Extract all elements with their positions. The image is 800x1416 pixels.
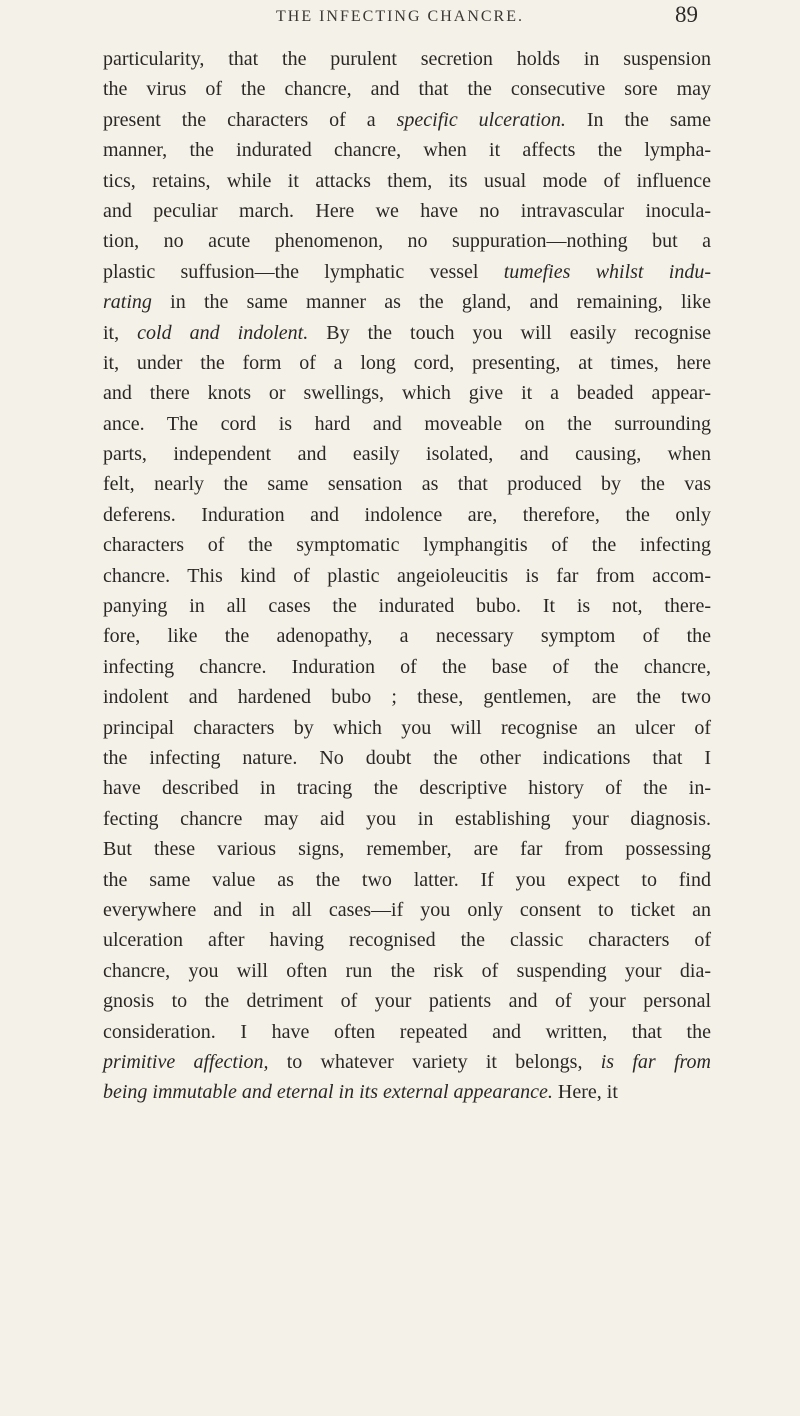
text-line: being immutable and eternal in its external appearance. Here, it <box>103 1081 618 1104</box>
text-line: chancre. This kind of plastic angeioleucitis is far from accom- <box>103 564 711 587</box>
italic-text: is far from <box>600 1050 711 1073</box>
text-line: present the characters of a specific ulceration. In the same <box>103 108 711 131</box>
text-line: and there knots or swellings, which give it a beaded appear- <box>103 382 711 405</box>
text-line: it, under the form of a long cord, presenting, at times, here <box>103 351 711 374</box>
italic-text: specific ulceration. <box>396 108 566 131</box>
text-line: fore, like the adenopathy, a necessary symptom of the <box>103 625 711 648</box>
text-line: principal characters by which you will recognise an ulcer of <box>103 716 711 739</box>
text-line: chancre, you will often run the risk of suspending your dia- <box>103 959 711 982</box>
text-line: deferens. Induration and indolence are, therefore, the only <box>103 503 711 526</box>
text-line: But these various signs, remember, are far from possessing <box>103 838 711 861</box>
text-line: gnosis to the detriment of your patients and of your personal <box>103 990 711 1013</box>
text-line: primitive affection, to whatever variety it belongs, is far from <box>103 1050 711 1073</box>
running-title: THE INFECTING CHANCRE. <box>276 8 524 25</box>
text-line: felt, nearly the same sensation as that produced by the vas <box>103 473 711 496</box>
text-line: manner, the indurated chancre, when it affects the lympha- <box>103 139 711 162</box>
italic-text: being immutable and eternal in its external appearance. <box>103 1081 553 1104</box>
text-line: panying in all cases the indurated bubo. It is not, there- <box>103 595 711 618</box>
italic-text: primitive affection, <box>103 1050 269 1073</box>
body-text <box>103 44 711 1108</box>
text-line: fecting chancre may aid you in establishing your diagnosis. <box>103 807 711 830</box>
text-line: and peculiar march. Here we have no intravascular inocula- <box>103 199 711 222</box>
text-line: rating in the same manner as the gland, and remaining, like <box>103 291 711 314</box>
text-line: tics, retains, while it attacks them, its usual mode of influence <box>103 169 711 192</box>
text-line: parts, independent and easily isolated, and causing, when <box>103 443 711 466</box>
text-line: consideration. I have often repeated and written, that the <box>103 1020 711 1043</box>
text-line: tion, no acute phenomenon, no suppuration—nothing but a <box>103 230 711 253</box>
text-line: ulceration after having recognised the classic characters of <box>103 929 711 952</box>
text-line: the same value as the two latter. If you expect to find <box>103 868 711 891</box>
text-line: characters of the symptomatic lymphangitis of the infecting <box>103 534 711 557</box>
text-line: indolent and hardened bubo ; these, gentlemen, are the two <box>103 686 711 709</box>
text-line: the infecting nature. No doubt the other indications that I <box>103 746 711 769</box>
text-line: everywhere and in all cases—if you only consent to ticket an <box>103 898 711 921</box>
italic-text: cold and indolent. <box>137 321 309 344</box>
text-line: particularity, that the purulent secretion holds in suspension <box>103 48 711 70</box>
text-line: the virus of the chancre, and that the consecutive sore may <box>103 78 711 101</box>
text-line: it, cold and indolent. By the touch you will easily recognise <box>103 321 712 344</box>
page-number: 89 <box>675 2 698 27</box>
text-line: have described in tracing the descriptive history of the in- <box>103 777 711 800</box>
text-line: ance. The cord is hard and moveable on the surrounding <box>103 412 711 435</box>
text-line: infecting chancre. Induration of the base of the chancre, <box>103 655 711 678</box>
italic-text: tumefies whilst indu- <box>503 260 711 283</box>
text-line: plastic suffusion—the lymphatic vessel tumefies whilst indu- <box>103 260 711 283</box>
italic-text: rating <box>103 291 152 314</box>
